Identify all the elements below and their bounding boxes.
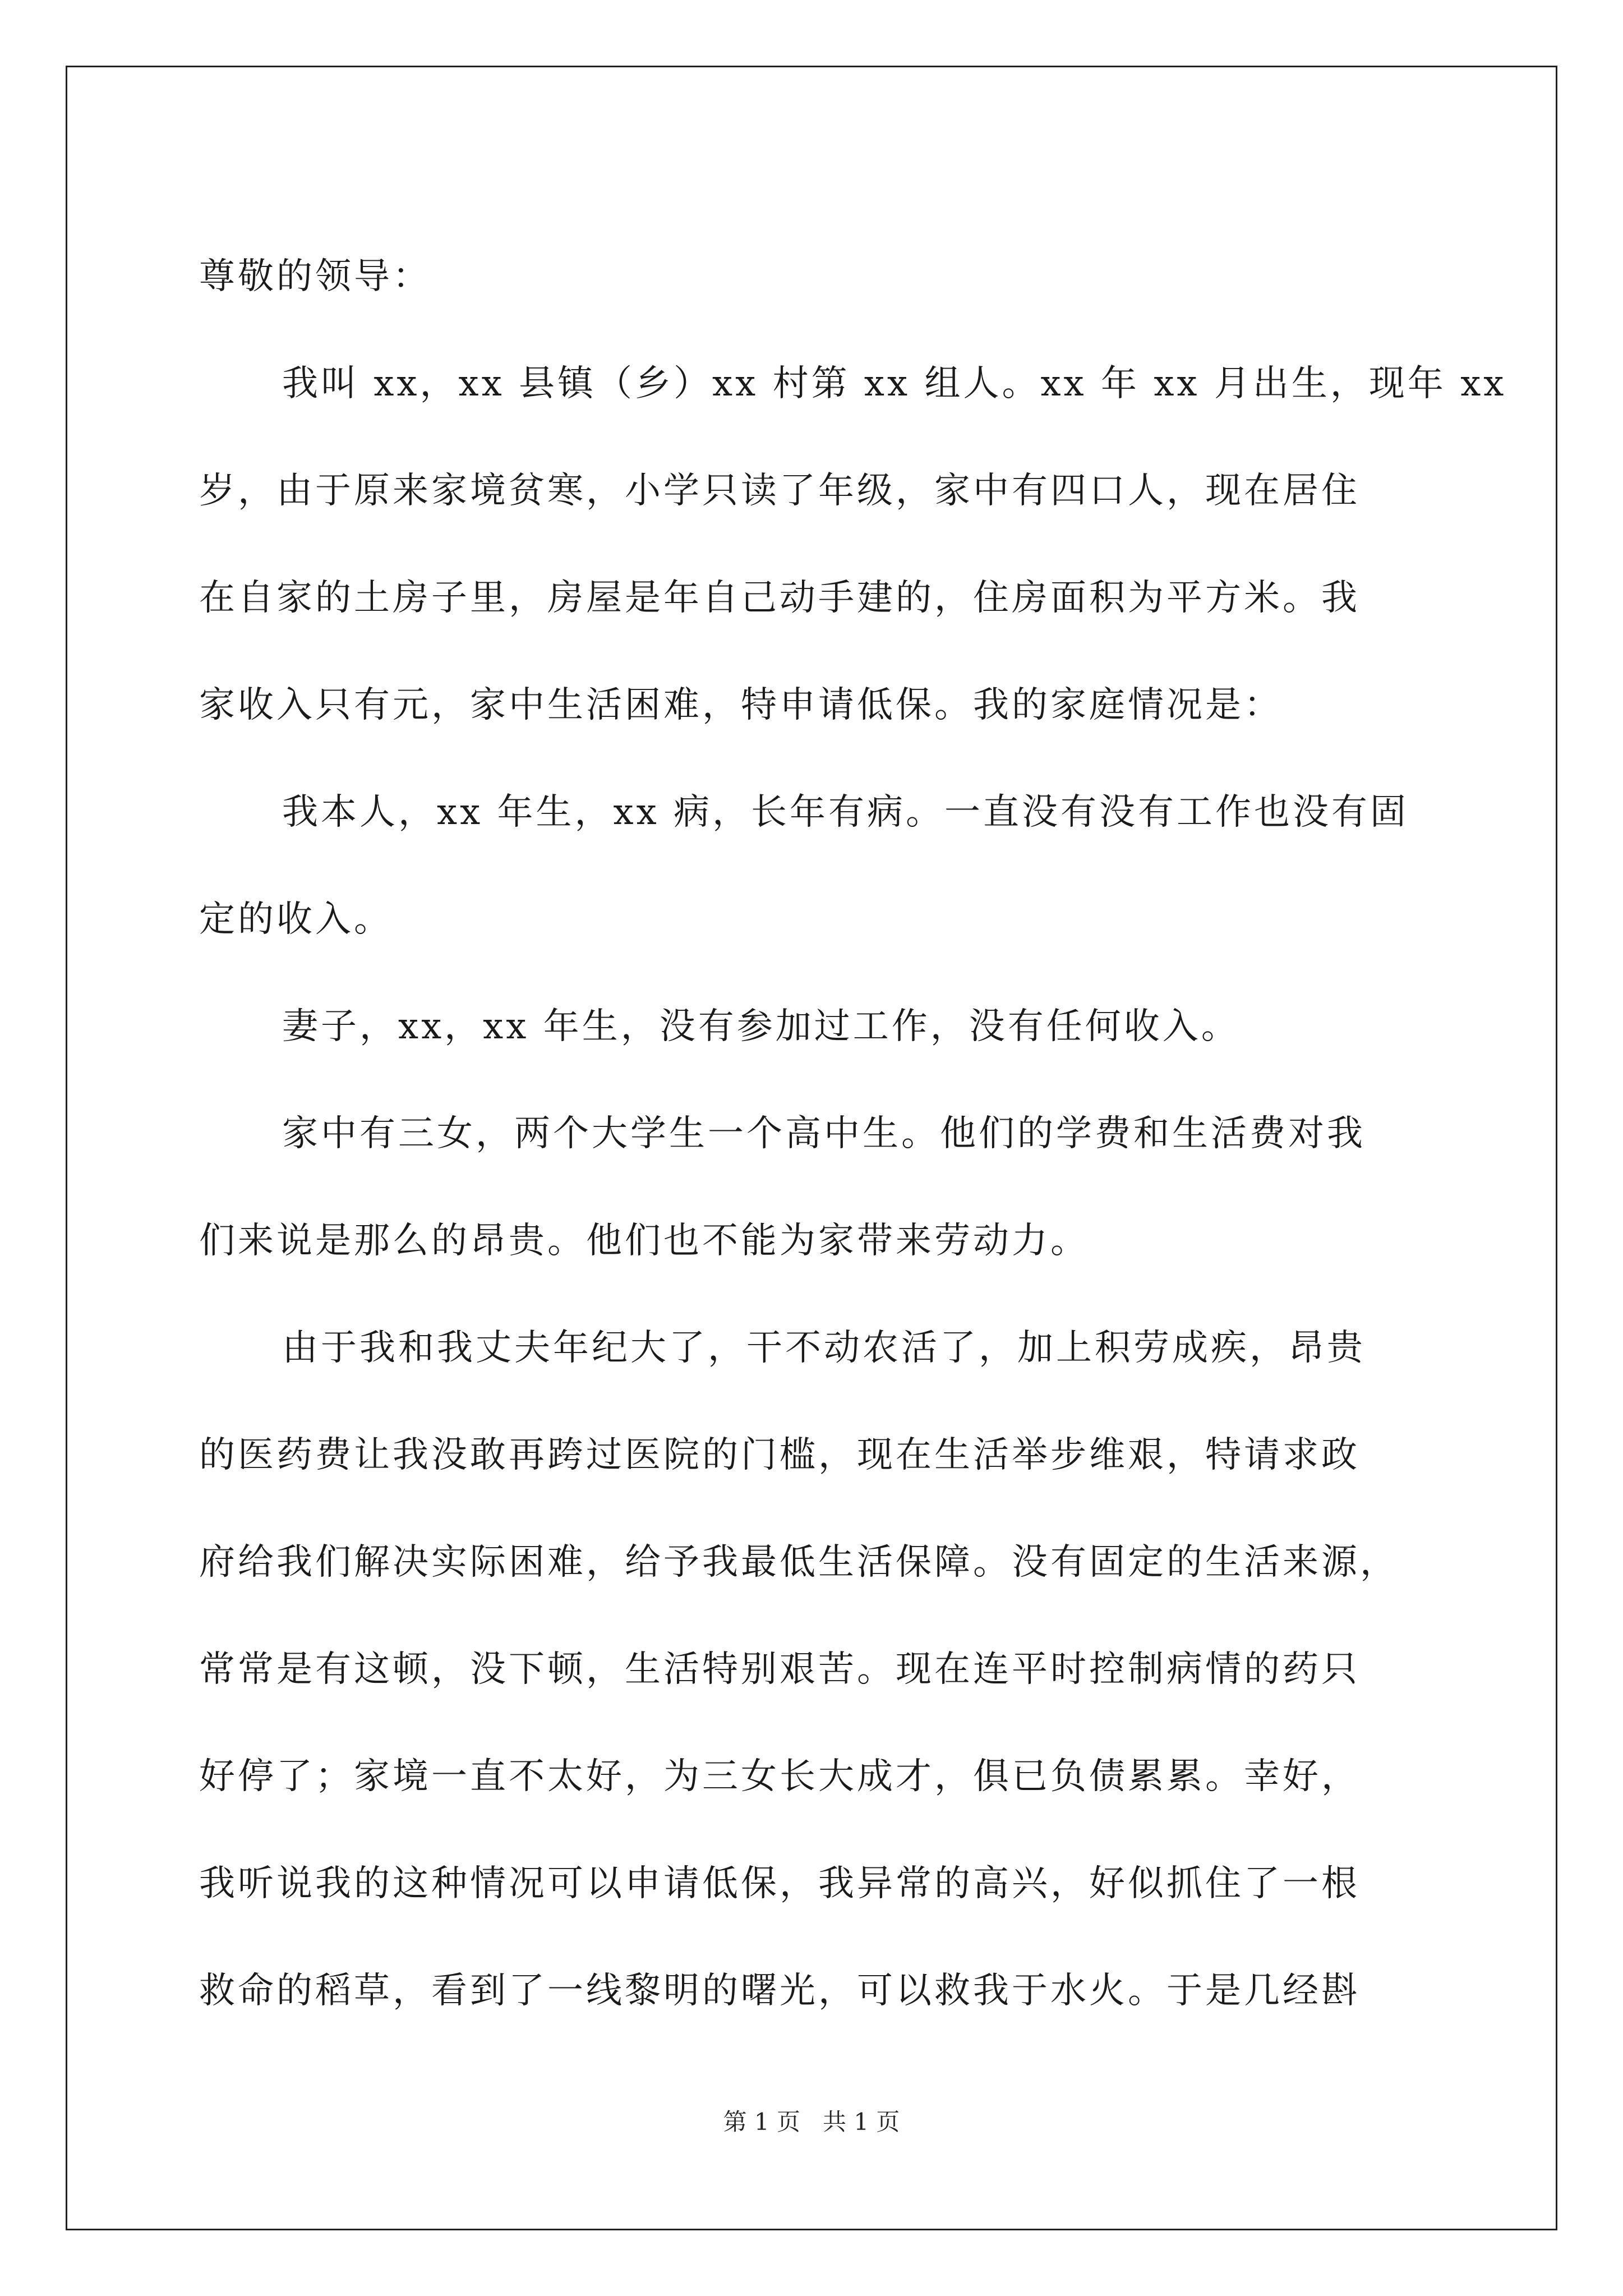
body-line: 家中有三女，两个大学生一个高中生。他们的学费和生活费对我 — [282, 1113, 1366, 1154]
body-line: 家收入只有元，家中生活困难，特申请低保。我的家庭情况是： — [199, 684, 1283, 726]
body-line: 们来说是那么的昂贵。他们也不能为家带来劳动力。 — [199, 1220, 1089, 1262]
body-line: 救命的稻草，看到了一线黎明的曙光，可以救我于水火。于是几经斟 — [199, 1970, 1360, 2012]
body-line: 在自家的土房子里，房屋是年自己动手建的，住房面积为平方米。我 — [199, 577, 1360, 619]
page-total: 共 1 页 — [823, 2108, 900, 2136]
body-line: 岁，由于原来家境贫寒，小学只读了年级，家中有四口人，现在居住 — [199, 470, 1360, 512]
body-line: 常常是有这顿，没下顿，生活特别艰苦。现在连平时控制病情的药只 — [199, 1649, 1360, 1690]
body-line: 我听说我的这种情况可以申请低保，我异常的高兴，好似抓住了一根 — [199, 1863, 1360, 1904]
body-line: 定的收入。 — [199, 899, 393, 940]
body-line: 好停了；家境一直不太好，为三女长大成才，俱已负债累累。幸好， — [199, 1756, 1360, 1797]
body-line: 我叫 xx，xx 县镇（乡）xx 村第 xx 组人。xx 年 xx 月出生，现年 xx — [282, 363, 1507, 404]
body-line: 的医药费让我没敢再跨过医院的门槛，现在生活举步维艰，特请求政 — [199, 1434, 1360, 1476]
document-body — [199, 223, 1507, 2045]
body-line: 我本人，xx 年生，xx 病，长年有病。一直没有没有工作也没有固 — [282, 792, 1409, 833]
body-line: 府给我们解决实际困难，给予我最低生活保障。没有固定的生活来源， — [199, 1542, 1399, 1583]
salutation-line: 尊敬的领导： — [199, 256, 431, 297]
body-line: 妻子，xx，xx 年生，没有参加过工作，没有任何收入。 — [282, 1006, 1240, 1047]
page-footer — [0, 2104, 1623, 2137]
body-line: 由于我和我丈夫年纪大了，干不动农活了，加上积劳成疾，昂贵 — [282, 1327, 1366, 1369]
page-number: 第 1 页 — [723, 2108, 800, 2136]
